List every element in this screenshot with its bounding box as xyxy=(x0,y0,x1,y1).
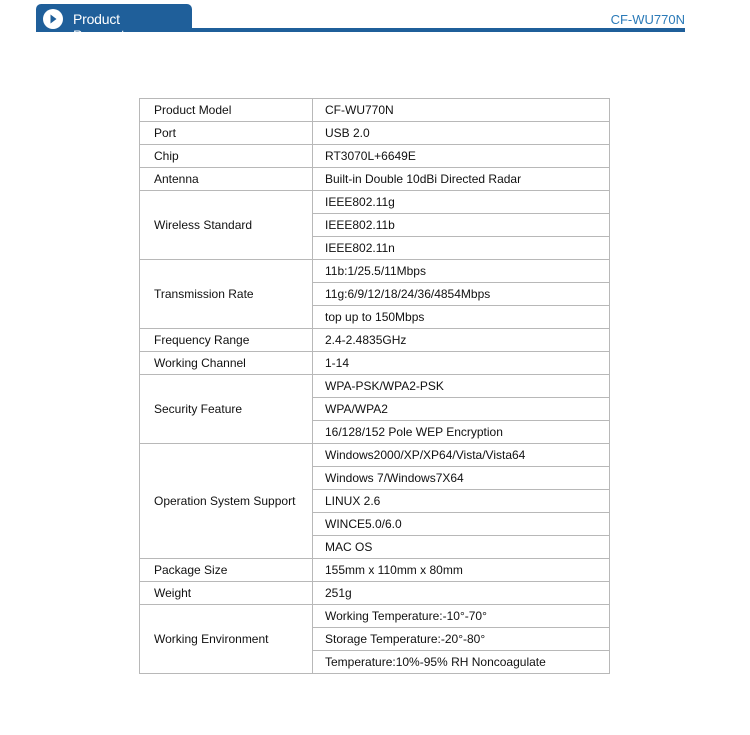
table-row xyxy=(140,122,610,145)
table-row xyxy=(140,582,610,605)
table-row xyxy=(140,191,610,214)
table-row xyxy=(140,559,610,582)
table-row xyxy=(140,375,610,398)
spec-label: Transmission Rate xyxy=(140,260,313,329)
spec-value: WPA/WPA2 xyxy=(313,398,610,421)
model-code: CF-WU770N xyxy=(610,12,685,27)
section-tab xyxy=(36,4,192,43)
spec-value: 11g:6/9/12/18/24/36/4854Mbps xyxy=(313,283,610,306)
spec-value: Windows 7/Windows7X64 xyxy=(313,467,610,490)
spec-label: Security Feature xyxy=(140,375,313,444)
play-circle-icon xyxy=(42,8,64,30)
spec-value: 251g xyxy=(313,582,610,605)
spec-label: Product Model xyxy=(140,99,313,122)
spec-value: RT3070L+6649E xyxy=(313,145,610,168)
spec-value: MAC OS xyxy=(313,536,610,559)
spec-table xyxy=(139,98,610,674)
spec-value: 1-14 xyxy=(313,352,610,375)
spec-value: USB 2.0 xyxy=(313,122,610,145)
spec-value: IEEE802.11n xyxy=(313,237,610,260)
table-row xyxy=(140,99,610,122)
spec-value: Working Temperature:-10°-70° xyxy=(313,605,610,628)
section-header xyxy=(36,4,685,43)
spec-value: Storage Temperature:-20°-80° xyxy=(313,628,610,651)
spec-label: Weight xyxy=(140,582,313,605)
spec-value: IEEE802.11g xyxy=(313,191,610,214)
spec-label: Operation System Support xyxy=(140,444,313,559)
spec-value: 2.4-2.4835GHz xyxy=(313,329,610,352)
table-row xyxy=(140,168,610,191)
section-title: Product Parameters xyxy=(73,11,144,43)
spec-value: 16/128/152 Pole WEP Encryption xyxy=(313,421,610,444)
spec-label: Working Channel xyxy=(140,352,313,375)
spec-label: Chip xyxy=(140,145,313,168)
spec-value: 155mm x 110mm x 80mm xyxy=(313,559,610,582)
spec-value: Windows2000/XP/XP64/Vista/Vista64 xyxy=(313,444,610,467)
spec-value: 11b:1/25.5/11Mbps xyxy=(313,260,610,283)
table-row xyxy=(140,352,610,375)
spec-label: Working Environment xyxy=(140,605,313,674)
spec-label: Package Size xyxy=(140,559,313,582)
table-row xyxy=(140,329,610,352)
spec-value: WINCE5.0/6.0 xyxy=(313,513,610,536)
spec-label: Port xyxy=(140,122,313,145)
spec-value: IEEE802.11b xyxy=(313,214,610,237)
spec-value: LINUX 2.6 xyxy=(313,490,610,513)
spec-value: Temperature:10%-95% RH Noncoagulate xyxy=(313,651,610,674)
spec-value: Built-in Double 10dBi Directed Radar xyxy=(313,168,610,191)
table-row xyxy=(140,145,610,168)
spec-value: WPA-PSK/WPA2-PSK xyxy=(313,375,610,398)
spec-label: Frequency Range xyxy=(140,329,313,352)
table-row xyxy=(140,260,610,283)
spec-label: Wireless Standard xyxy=(140,191,313,260)
spec-label: Antenna xyxy=(140,168,313,191)
spec-value: top up to 150Mbps xyxy=(313,306,610,329)
table-row xyxy=(140,444,610,467)
spec-value: CF-WU770N xyxy=(313,99,610,122)
table-row xyxy=(140,605,610,628)
